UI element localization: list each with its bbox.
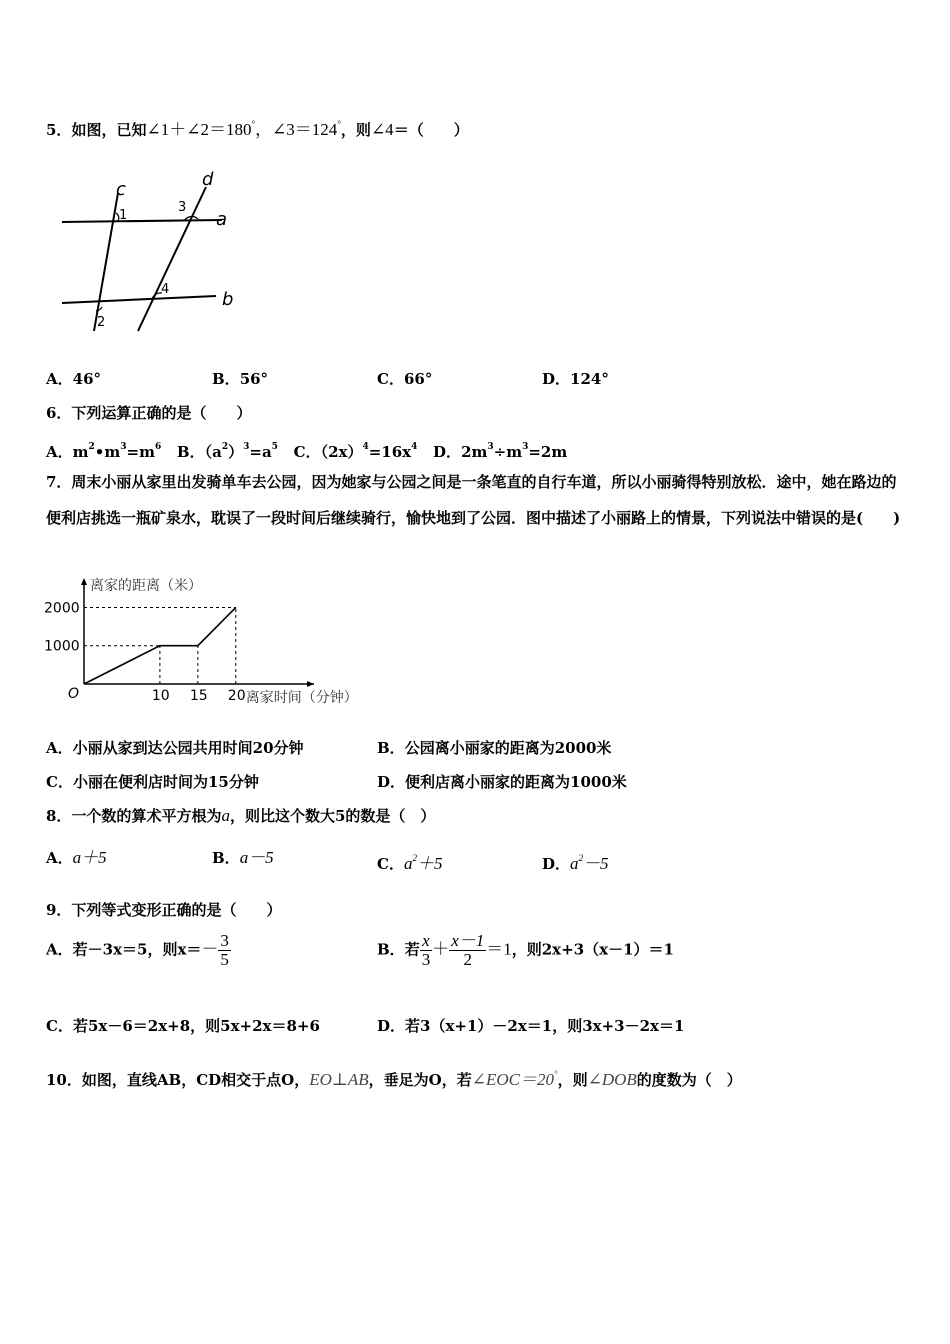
q9-stem: 9．下列等式变形正确的是（ ） [46, 901, 282, 919]
q5-text-before: 如图，已知 [71, 121, 147, 139]
q5-given2: ，∠3＝124° [255, 119, 341, 139]
distance-line [84, 607, 236, 684]
q7-stem: 7．周末小丽从家里出发骑单车去公园，因为她家与公园之间是一条笔直的自行车道，所以小丽骑得特别放松．途中，她在路边的便利店挑选一瓶矿泉水，耽误了一段时间后继续骑行，愉快地到了公园．图中描述了小丽路上的情景，下列说法中错误的是( ) [46, 473, 901, 527]
q7-option-b[interactable]: B．公园离小丽家的距离为2000米 [377, 739, 612, 757]
y-tick-label: 1000 [44, 638, 80, 655]
label-b: b [222, 289, 234, 310]
q10-cond2: ∠EOC＝20° [471, 1069, 558, 1089]
q5-given1: ∠1＋∠2＝180° [146, 119, 256, 139]
q8-option-b[interactable]: B．a－5 [212, 848, 274, 867]
q9-option-a[interactable]: A．若－3x＝5，则x＝－ $\frac{3}{5}$ [46, 931, 229, 969]
x-tick-label: 20 [227, 688, 246, 704]
label-4: 4 [161, 282, 170, 297]
q5-number: 5． [46, 121, 72, 139]
q6-option-b[interactable]: B．$(a^2)^3=a^5$ [176, 442, 278, 461]
label-1: 1 [119, 208, 128, 223]
origin-label: O [68, 686, 80, 702]
label-3: 3 [178, 200, 187, 215]
x-tick-label: 10 [151, 688, 170, 704]
q6-option-a[interactable]: A．$m^2•m^3=m^6$ [46, 442, 162, 461]
q5-option-d[interactable]: D．124° [542, 370, 609, 388]
y-axis-arrow [81, 578, 87, 585]
q8-stem: 8．一个数的算术平方根为a，则比这个数大5的数是（ ） [46, 806, 436, 825]
q9-option-c[interactable]: C．若5x－6＝2x+8，则5x+2x＝8+6 [46, 1017, 320, 1035]
q9-option-b[interactable]: B．若 $\frac{x}{3}$ ＋ $\frac{x-1}{2}$ ＝1，则2x+3（x－1）＝1 [377, 931, 674, 969]
q8-option-d[interactable]: D．$a^2-5$ [542, 853, 609, 873]
line-d [138, 187, 206, 331]
line-b [62, 296, 216, 303]
q8-var: a [221, 806, 230, 825]
q6-option-c[interactable]: C．$(2x)^4=16x^4$ [293, 442, 418, 461]
x-axis-arrow [307, 681, 314, 687]
label-c: c [116, 179, 126, 200]
label-a: a [216, 209, 228, 230]
q5-text-after: ＝（ ） [393, 121, 469, 139]
line-a [62, 220, 222, 222]
q5-stem [46, 114, 469, 140]
q6-option-d[interactable]: D．$2m^3\div m^3=2m$ [433, 442, 568, 461]
q7-option-a[interactable]: A．小丽从家到达公园共用时间20分钟 [46, 739, 304, 757]
q7-option-c[interactable]: C．小丽在便利店时间为15分钟 [46, 773, 259, 791]
y-axis-label: 离家的距离（米） [90, 578, 202, 594]
y-tick-label: 2000 [44, 600, 80, 617]
q7-chart [40, 572, 380, 717]
q6-stem: 6．下列运算正确的是（ ） [46, 404, 252, 422]
q5-text-mid: ，则 [340, 121, 371, 139]
q8-option-a[interactable]: A．a＋5 [46, 848, 107, 867]
q9-option-d[interactable]: D．若3（x+1）－2x＝1，则3x+3－2x＝1 [377, 1017, 685, 1035]
q10-stem: 10．如图，直线AB，CD相交于点O，EO⊥AB，垂足为O，若∠EOC＝20°，则∠DOB的度数为（ ） [46, 1069, 742, 1089]
q10-target: ∠DOB [587, 1070, 637, 1089]
q8-option-c[interactable]: C．$a^2+5$ [377, 853, 443, 873]
q5-option-b[interactable]: B．56° [212, 370, 269, 388]
x-axis-label: 离家时间（分钟） [245, 690, 358, 706]
q5-target: ∠4 [370, 120, 394, 139]
q5-option-a[interactable]: A．46° [46, 370, 102, 388]
q5-option-c[interactable]: C．66° [377, 370, 433, 388]
label-2: 2 [97, 315, 106, 330]
label-d: d [202, 169, 214, 190]
q10-cond1: EO⊥AB [309, 1070, 369, 1089]
q6-options [46, 437, 567, 462]
x-tick-label: 15 [189, 688, 208, 704]
q5-figure [44, 165, 254, 335]
q7-option-d[interactable]: D．便利店离小丽家的距离为1000米 [377, 773, 627, 791]
